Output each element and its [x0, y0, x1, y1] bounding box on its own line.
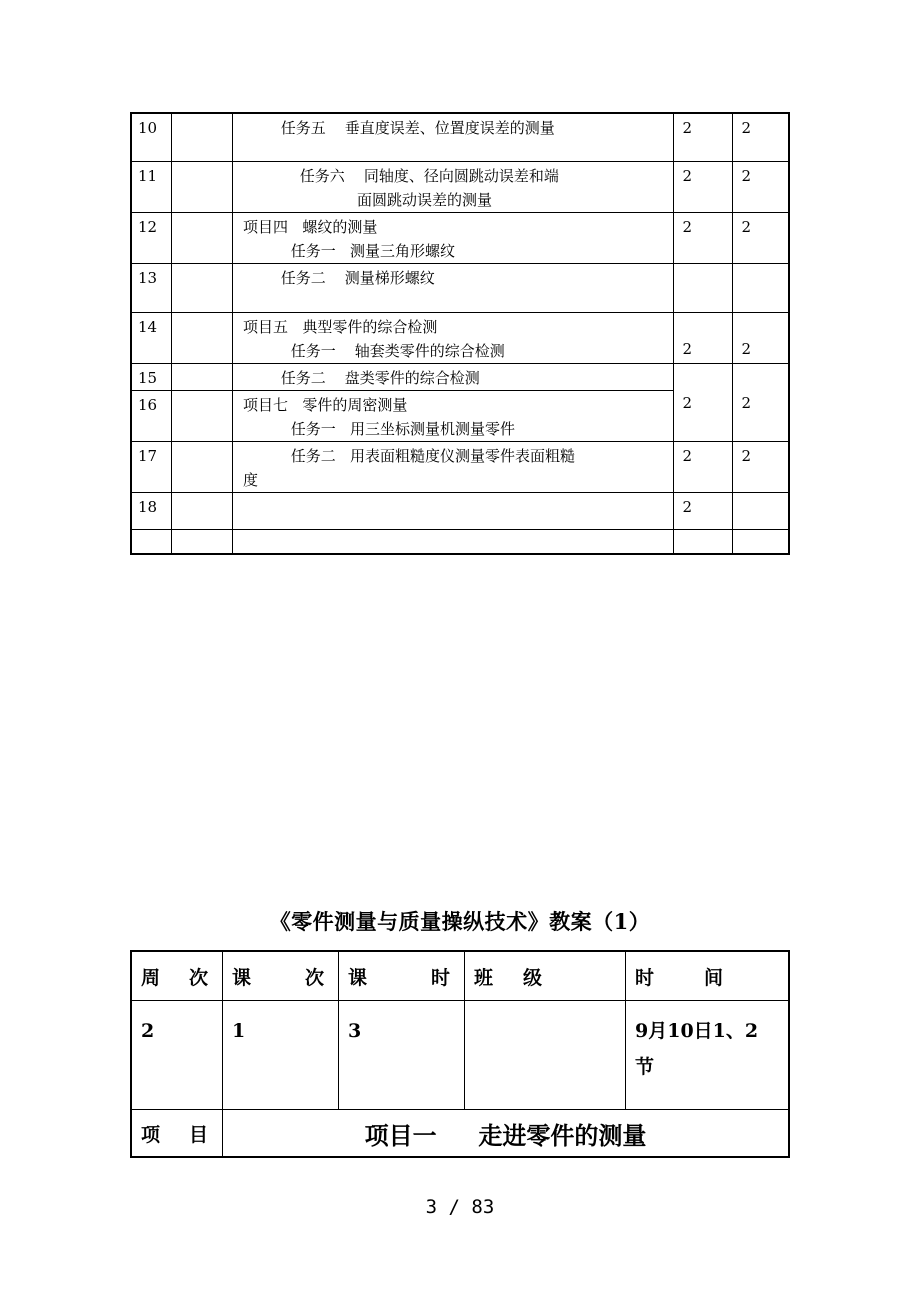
content-line: 任务一 测量三角形螺纹	[243, 241, 456, 260]
row-number: 12	[131, 212, 171, 263]
hours-cell	[674, 529, 733, 554]
hours-cell	[733, 263, 789, 312]
table-row	[131, 492, 789, 529]
hours-cell: 2	[733, 161, 789, 212]
row-number: 11	[131, 161, 171, 212]
row-number: 17	[131, 441, 171, 492]
content-line: 任务二 测量梯形螺纹	[233, 268, 435, 287]
hours-cell: 2	[674, 212, 733, 263]
content-cell	[233, 263, 674, 312]
table-row	[131, 161, 789, 212]
hours-cell	[733, 529, 789, 554]
time-line: 9月10日1、2	[635, 1020, 759, 1042]
table-row	[131, 263, 789, 312]
class-header: 班 级	[465, 951, 626, 1001]
row-number: 14	[131, 312, 171, 363]
content-line: 任务一 轴套类零件的综合检测	[243, 341, 505, 360]
content-cell	[233, 161, 674, 212]
hours-cell: 2	[733, 212, 789, 263]
blank-cell	[171, 312, 232, 363]
blank-cell	[171, 492, 232, 529]
content-cell	[233, 492, 674, 529]
row-number: 15	[131, 363, 171, 390]
content-line: 任务一 用三坐标测量机测量零件	[243, 419, 516, 438]
table-row	[131, 212, 789, 263]
content-line: 面圆跳动误差的测量	[233, 190, 493, 209]
week-value: 2	[131, 1001, 223, 1110]
content-cell	[233, 363, 674, 390]
hours-cell: 2	[733, 113, 789, 161]
hours-cell: 2	[674, 363, 733, 441]
hours-value: 3	[339, 1001, 465, 1110]
content-line: 任务二 用表面粗糙度仪测量零件表面粗糙	[243, 446, 576, 465]
time-value	[626, 1001, 790, 1110]
content-line: 任务五 垂直度误差、位置度误差的测量	[233, 119, 555, 137]
hours-cell: 2	[733, 363, 789, 441]
content-line: 项目七 零件的周密测量	[243, 395, 408, 414]
blank-cell	[171, 390, 232, 441]
blank-cell	[171, 529, 232, 554]
class-value	[465, 1001, 626, 1110]
table-row	[131, 529, 789, 554]
page-number: 3 / 83	[425, 1196, 495, 1218]
project-name: 项目一 走进零件的测量	[223, 1110, 790, 1158]
project-row	[131, 1110, 789, 1158]
lesson-plan-title: 《零件测量与质量操纵技术》教案（1）	[269, 909, 651, 934]
content-line: 度	[243, 470, 259, 489]
time-line: 节	[635, 1056, 655, 1078]
lesson-header: 课 次	[223, 951, 339, 1001]
content-line: 任务二 盘类零件的综合检测	[233, 368, 480, 387]
hours-cell: 2	[674, 113, 733, 161]
schedule-table	[130, 112, 790, 555]
content-cell	[233, 441, 674, 492]
table-row	[131, 113, 789, 161]
blank-cell	[171, 113, 232, 161]
value-row	[131, 1001, 789, 1110]
blank-cell	[171, 212, 232, 263]
blank-cell	[171, 161, 232, 212]
project-label: 项 目	[131, 1110, 223, 1158]
hours-cell: 2	[674, 441, 733, 492]
row-number: 10	[131, 113, 171, 161]
hours-cell: 2	[674, 492, 733, 529]
content-cell	[233, 113, 674, 161]
lesson-plan-table	[130, 950, 790, 1158]
row-number: 18	[131, 492, 171, 529]
hours-cell: 2	[674, 161, 733, 212]
content-line: 项目五 典型零件的综合检测	[243, 317, 438, 336]
row-number	[131, 529, 171, 554]
row-number: 16	[131, 390, 171, 441]
time-header: 时 间	[626, 951, 790, 1001]
header-row	[131, 951, 789, 1001]
hours-cell: 2	[733, 312, 789, 363]
content-cell	[233, 390, 674, 441]
content-cell	[233, 212, 674, 263]
hours-cell	[733, 492, 789, 529]
blank-cell	[171, 363, 232, 390]
lesson-value: 1	[223, 1001, 339, 1110]
row-number: 13	[131, 263, 171, 312]
blank-cell	[171, 441, 232, 492]
hours-cell	[674, 263, 733, 312]
table-row	[131, 441, 789, 492]
content-line: 项目四 螺纹的测量	[243, 217, 378, 236]
table-row	[131, 363, 789, 390]
hours-cell: 2	[674, 312, 733, 363]
table-row	[131, 312, 789, 363]
hours-cell: 2	[733, 441, 789, 492]
week-header: 周 次	[131, 951, 223, 1001]
content-line: 任务六 同轴度、径向圆跳动误差和端	[233, 166, 559, 185]
content-cell	[233, 312, 674, 363]
content-cell	[233, 529, 674, 554]
hours-header: 课 时	[339, 951, 465, 1001]
blank-cell	[171, 263, 232, 312]
